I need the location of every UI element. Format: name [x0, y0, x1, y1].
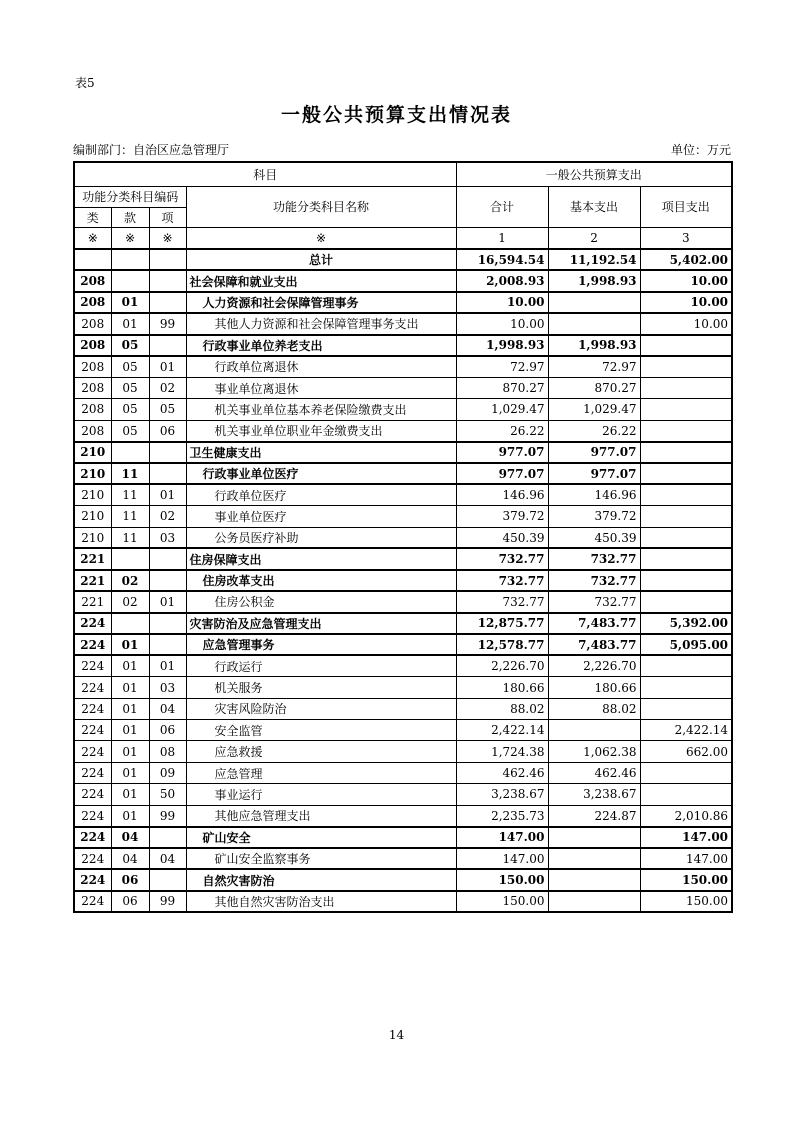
name-cell: 住房改革支出 — [186, 570, 456, 591]
table-row — [74, 270, 732, 291]
placeholder-cell: 3 — [640, 227, 732, 249]
basic-cell — [548, 313, 640, 334]
basic-cell: 2,226.70 — [548, 655, 640, 676]
name-cell: 事业运行 — [186, 784, 456, 805]
code-lei-cell: 224 — [74, 677, 111, 698]
project-cell — [640, 377, 732, 398]
table-row — [74, 784, 732, 805]
code-lei-cell: 221 — [74, 548, 111, 569]
table-row — [74, 442, 732, 463]
code-kuan-cell: 01 — [111, 655, 149, 676]
name-cell: 灾害风险防治 — [186, 698, 456, 719]
name-cell: 自然灾害防治 — [186, 869, 456, 890]
name-cell: 其他自然灾害防治支出 — [186, 891, 456, 912]
basic-cell — [548, 869, 640, 890]
basic-cell — [548, 827, 640, 848]
total-cell: 2,422.14 — [456, 720, 548, 741]
code-kuan-cell: 05 — [111, 399, 149, 420]
code-lei-cell: 210 — [74, 506, 111, 527]
name-cell: 矿山安全监察事务 — [186, 848, 456, 869]
code-lei-cell: 224 — [74, 891, 111, 912]
code-kuan-cell — [111, 442, 149, 463]
meta-row — [73, 141, 731, 158]
basic-cell: 7,483.77 — [548, 613, 640, 634]
basic-cell — [548, 891, 640, 912]
total-cell: 1,724.38 — [456, 741, 548, 762]
code-kuan-cell: 05 — [111, 420, 149, 441]
code-lei-cell: 224 — [74, 613, 111, 634]
basic-cell: 180.66 — [548, 677, 640, 698]
project-cell: 150.00 — [640, 869, 732, 890]
basic-cell: 224.87 — [548, 805, 640, 826]
code-lei-cell: 210 — [74, 463, 111, 484]
basic-cell: 26.22 — [548, 420, 640, 441]
project-cell: 2,422.14 — [640, 720, 732, 741]
total-cell: 977.07 — [456, 442, 548, 463]
code-xiang-cell: 50 — [149, 784, 186, 805]
code-lei-cell: 208 — [74, 270, 111, 291]
total-cell: 732.77 — [456, 570, 548, 591]
project-cell — [640, 442, 732, 463]
project-cell: 10.00 — [640, 313, 732, 334]
total-cell: 26.22 — [456, 420, 548, 441]
name-cell: 行政运行 — [186, 655, 456, 676]
name-cell: 应急救援 — [186, 741, 456, 762]
total-cell: 10.00 — [456, 313, 548, 334]
table-row — [74, 484, 732, 505]
table-row — [74, 463, 732, 484]
table-row — [74, 848, 732, 869]
code-xiang-cell — [149, 249, 186, 270]
total-cell: 3,238.67 — [456, 784, 548, 805]
name-cell: 住房公积金 — [186, 591, 456, 612]
code-kuan-cell: 11 — [111, 463, 149, 484]
code-xiang-cell — [149, 570, 186, 591]
code-lei-cell: 210 — [74, 442, 111, 463]
code-lei-cell: 224 — [74, 827, 111, 848]
code-lei-cell: 224 — [74, 784, 111, 805]
header-code-group: 功能分类科目编码 — [74, 186, 186, 207]
name-cell: 机关服务 — [186, 677, 456, 698]
basic-cell: 146.96 — [548, 484, 640, 505]
code-xiang-cell — [149, 270, 186, 291]
code-xiang-cell — [149, 634, 186, 655]
code-kuan-cell: 04 — [111, 827, 149, 848]
name-cell: 行政事业单位医疗 — [186, 463, 456, 484]
project-cell: 147.00 — [640, 827, 732, 848]
name-cell: 行政单位医疗 — [186, 484, 456, 505]
unit-label: 单位：万元 — [670, 143, 731, 157]
basic-cell — [548, 292, 640, 313]
total-cell: 150.00 — [456, 891, 548, 912]
header-budget-group: 一般公共预算支出 — [456, 162, 732, 186]
basic-cell: 3,238.67 — [548, 784, 640, 805]
name-cell: 机关事业单位职业年金缴费支出 — [186, 420, 456, 441]
project-cell — [640, 356, 732, 377]
code-lei-cell: 208 — [74, 399, 111, 420]
placeholder-cell: ※ — [74, 227, 111, 249]
page-number: 14 — [388, 1028, 405, 1042]
table-row — [74, 677, 732, 698]
basic-cell: 1,998.93 — [548, 270, 640, 291]
header-code-xiang: 项 — [149, 207, 186, 227]
basic-cell — [548, 848, 640, 869]
project-cell — [640, 527, 732, 548]
code-kuan-cell: 11 — [111, 527, 149, 548]
code-xiang-cell: 01 — [149, 591, 186, 612]
table-row — [74, 570, 732, 591]
table-row — [74, 805, 732, 826]
code-kuan-cell: 01 — [111, 634, 149, 655]
basic-cell: 732.77 — [548, 591, 640, 612]
project-cell: 662.00 — [640, 741, 732, 762]
table-row — [74, 720, 732, 741]
page-title: 一般公共预算支出情况表 — [280, 104, 512, 126]
name-cell: 卫生健康支出 — [186, 442, 456, 463]
code-lei-cell: 208 — [74, 377, 111, 398]
code-xiang-cell: 02 — [149, 506, 186, 527]
code-xiang-cell: 03 — [149, 677, 186, 698]
code-xiang-cell: 99 — [149, 805, 186, 826]
total-cell: 10.00 — [456, 292, 548, 313]
code-xiang-cell: 99 — [149, 891, 186, 912]
code-xiang-cell: 99 — [149, 313, 186, 334]
project-cell — [640, 698, 732, 719]
code-lei-cell: 221 — [74, 570, 111, 591]
code-xiang-cell — [149, 827, 186, 848]
placeholder-cell: ※ — [149, 227, 186, 249]
basic-cell: 732.77 — [548, 548, 640, 569]
code-kuan-cell: 01 — [111, 762, 149, 783]
total-cell: 732.77 — [456, 591, 548, 612]
basic-cell: 72.97 — [548, 356, 640, 377]
basic-cell: 7,483.77 — [548, 634, 640, 655]
table-row — [74, 591, 732, 612]
table-row — [74, 827, 732, 848]
project-cell: 2,010.86 — [640, 805, 732, 826]
code-lei-cell: 224 — [74, 698, 111, 719]
code-kuan-cell — [111, 548, 149, 569]
code-xiang-cell: 01 — [149, 655, 186, 676]
basic-cell: 462.46 — [548, 762, 640, 783]
total-cell: 150.00 — [456, 869, 548, 890]
table-row — [74, 377, 732, 398]
code-lei-cell: 224 — [74, 634, 111, 655]
name-cell: 住房保障支出 — [186, 548, 456, 569]
name-cell: 机关事业单位基本养老保险缴费支出 — [186, 399, 456, 420]
code-lei-cell: 224 — [74, 741, 111, 762]
code-kuan-cell: 01 — [111, 805, 149, 826]
table-row — [74, 313, 732, 334]
project-cell: 5,095.00 — [640, 634, 732, 655]
code-kuan-cell: 01 — [111, 698, 149, 719]
table-row — [74, 292, 732, 313]
placeholder-row — [74, 227, 732, 249]
name-cell: 总计 — [186, 249, 456, 270]
table-row — [74, 356, 732, 377]
table-label: 表5 — [75, 76, 95, 90]
placeholder-cell: 2 — [548, 227, 640, 249]
basic-cell: 450.39 — [548, 527, 640, 548]
table-row — [74, 399, 732, 420]
project-cell — [640, 548, 732, 569]
project-cell — [640, 762, 732, 783]
project-cell — [640, 463, 732, 484]
code-kuan-cell: 04 — [111, 848, 149, 869]
project-cell — [640, 335, 732, 356]
code-kuan-cell: 01 — [111, 313, 149, 334]
total-cell: 12,578.77 — [456, 634, 548, 655]
code-xiang-cell: 03 — [149, 527, 186, 548]
basic-cell: 732.77 — [548, 570, 640, 591]
code-xiang-cell: 06 — [149, 420, 186, 441]
code-kuan-cell: 11 — [111, 506, 149, 527]
code-xiang-cell — [149, 463, 186, 484]
placeholder-cell: ※ — [111, 227, 149, 249]
code-kuan-cell: 01 — [111, 741, 149, 762]
code-lei-cell: 224 — [74, 720, 111, 741]
total-cell: 180.66 — [456, 677, 548, 698]
total-cell: 16,594.54 — [456, 249, 548, 270]
code-kuan-cell: 06 — [111, 869, 149, 890]
code-lei-cell: 208 — [74, 356, 111, 377]
code-lei-cell: 224 — [74, 869, 111, 890]
table-row — [74, 420, 732, 441]
total-cell: 462.46 — [456, 762, 548, 783]
header-code-kuan: 款 — [111, 207, 149, 227]
code-lei-cell: 208 — [74, 313, 111, 334]
code-xiang-cell — [149, 335, 186, 356]
header-row-groups — [74, 186, 732, 207]
code-lei-cell: 224 — [74, 848, 111, 869]
code-lei-cell: 208 — [74, 420, 111, 441]
name-cell: 公务员医疗补助 — [186, 527, 456, 548]
header-col-basic: 基本支出 — [548, 186, 640, 227]
placeholder-cell: 1 — [456, 227, 548, 249]
project-cell — [640, 506, 732, 527]
code-kuan-cell: 05 — [111, 335, 149, 356]
code-xiang-cell: 01 — [149, 356, 186, 377]
code-kuan-cell: 01 — [111, 292, 149, 313]
code-lei-cell: 224 — [74, 655, 111, 676]
header-col-project: 项目支出 — [640, 186, 732, 227]
code-kuan-cell: 01 — [111, 720, 149, 741]
total-cell: 977.07 — [456, 463, 548, 484]
name-cell: 人力资源和社会保障管理事务 — [186, 292, 456, 313]
name-cell: 行政事业单位养老支出 — [186, 335, 456, 356]
name-cell: 社会保障和就业支出 — [186, 270, 456, 291]
name-cell: 事业单位离退休 — [186, 377, 456, 398]
code-xiang-cell: 05 — [149, 399, 186, 420]
table-row — [74, 249, 732, 270]
project-cell — [640, 784, 732, 805]
code-kuan-cell: 01 — [111, 784, 149, 805]
code-xiang-cell: 02 — [149, 377, 186, 398]
table-row — [74, 762, 732, 783]
project-cell: 150.00 — [640, 891, 732, 912]
code-lei-cell: 208 — [74, 335, 111, 356]
code-kuan-cell — [111, 270, 149, 291]
total-cell: 147.00 — [456, 827, 548, 848]
code-kuan-cell — [111, 613, 149, 634]
budget-table — [73, 161, 733, 913]
basic-cell: 870.27 — [548, 377, 640, 398]
code-kuan-cell: 02 — [111, 591, 149, 612]
total-cell: 72.97 — [456, 356, 548, 377]
header-subject: 科目 — [74, 162, 456, 186]
total-cell: 379.72 — [456, 506, 548, 527]
code-lei-cell: 210 — [74, 484, 111, 505]
total-cell: 870.27 — [456, 377, 548, 398]
basic-cell: 977.07 — [548, 463, 640, 484]
table-row — [74, 869, 732, 890]
project-cell — [640, 570, 732, 591]
name-cell: 行政单位离退休 — [186, 356, 456, 377]
project-cell: 10.00 — [640, 292, 732, 313]
code-lei-cell: 221 — [74, 591, 111, 612]
table-row — [74, 527, 732, 548]
code-lei-cell: 210 — [74, 527, 111, 548]
code-xiang-cell — [149, 442, 186, 463]
basic-cell: 88.02 — [548, 698, 640, 719]
name-cell: 应急管理事务 — [186, 634, 456, 655]
total-cell: 88.02 — [456, 698, 548, 719]
total-cell: 12,875.77 — [456, 613, 548, 634]
header-row-subject — [74, 162, 732, 186]
table-row — [74, 655, 732, 676]
name-cell: 应急管理 — [186, 762, 456, 783]
basic-cell: 11,192.54 — [548, 249, 640, 270]
code-lei-cell — [74, 249, 111, 270]
header-code-lei: 类 — [74, 207, 111, 227]
table-header — [74, 162, 732, 249]
code-lei-cell: 208 — [74, 292, 111, 313]
code-xiang-cell — [149, 548, 186, 569]
name-cell: 安全监管 — [186, 720, 456, 741]
basic-cell: 1,062.38 — [548, 741, 640, 762]
project-cell: 5,392.00 — [640, 613, 732, 634]
name-cell: 事业单位医疗 — [186, 506, 456, 527]
total-cell: 1,998.93 — [456, 335, 548, 356]
table-row — [74, 634, 732, 655]
basic-cell: 1,998.93 — [548, 335, 640, 356]
total-cell: 147.00 — [456, 848, 548, 869]
code-xiang-cell: 04 — [149, 848, 186, 869]
project-cell: 10.00 — [640, 270, 732, 291]
prepared-by-label: 编制部门：自治区应急管理厅 — [73, 143, 230, 157]
total-cell: 146.96 — [456, 484, 548, 505]
table-row — [74, 548, 732, 569]
basic-cell: 977.07 — [548, 442, 640, 463]
code-xiang-cell: 01 — [149, 484, 186, 505]
basic-cell: 1,029.47 — [548, 399, 640, 420]
code-lei-cell: 224 — [74, 805, 111, 826]
code-kuan-cell: 01 — [111, 677, 149, 698]
project-cell — [640, 399, 732, 420]
total-cell: 2,008.93 — [456, 270, 548, 291]
code-xiang-cell: 04 — [149, 698, 186, 719]
code-kuan-cell: 06 — [111, 891, 149, 912]
code-kuan-cell: 05 — [111, 356, 149, 377]
placeholder-cell: ※ — [186, 227, 456, 249]
project-cell — [640, 591, 732, 612]
code-xiang-cell — [149, 613, 186, 634]
total-cell: 1,029.47 — [456, 399, 548, 420]
header-name-col: 功能分类科目名称 — [186, 186, 456, 227]
code-xiang-cell: 09 — [149, 762, 186, 783]
table-row — [74, 613, 732, 634]
project-cell — [640, 484, 732, 505]
total-cell: 450.39 — [456, 527, 548, 548]
code-kuan-cell: 05 — [111, 377, 149, 398]
total-cell: 732.77 — [456, 548, 548, 569]
table-row — [74, 891, 732, 912]
basic-cell: 379.72 — [548, 506, 640, 527]
name-cell: 其他应急管理支出 — [186, 805, 456, 826]
project-cell — [640, 677, 732, 698]
name-cell: 灾害防治及应急管理支出 — [186, 613, 456, 634]
header-col-total: 合计 — [456, 186, 548, 227]
project-cell — [640, 420, 732, 441]
total-cell: 2,235.73 — [456, 805, 548, 826]
name-cell: 矿山安全 — [186, 827, 456, 848]
code-xiang-cell — [149, 292, 186, 313]
project-cell — [640, 655, 732, 676]
code-lei-cell: 224 — [74, 762, 111, 783]
project-cell: 147.00 — [640, 848, 732, 869]
code-xiang-cell: 06 — [149, 720, 186, 741]
name-cell: 其他人力资源和社会保障管理事务支出 — [186, 313, 456, 334]
table-row — [74, 506, 732, 527]
table-row — [74, 335, 732, 356]
code-kuan-cell — [111, 249, 149, 270]
code-kuan-cell: 11 — [111, 484, 149, 505]
basic-cell — [548, 720, 640, 741]
total-cell: 2,226.70 — [456, 655, 548, 676]
code-kuan-cell: 02 — [111, 570, 149, 591]
table-row — [74, 698, 732, 719]
code-xiang-cell: 08 — [149, 741, 186, 762]
table-row — [74, 741, 732, 762]
project-cell: 5,402.00 — [640, 249, 732, 270]
table-body — [74, 249, 732, 912]
code-xiang-cell — [149, 869, 186, 890]
